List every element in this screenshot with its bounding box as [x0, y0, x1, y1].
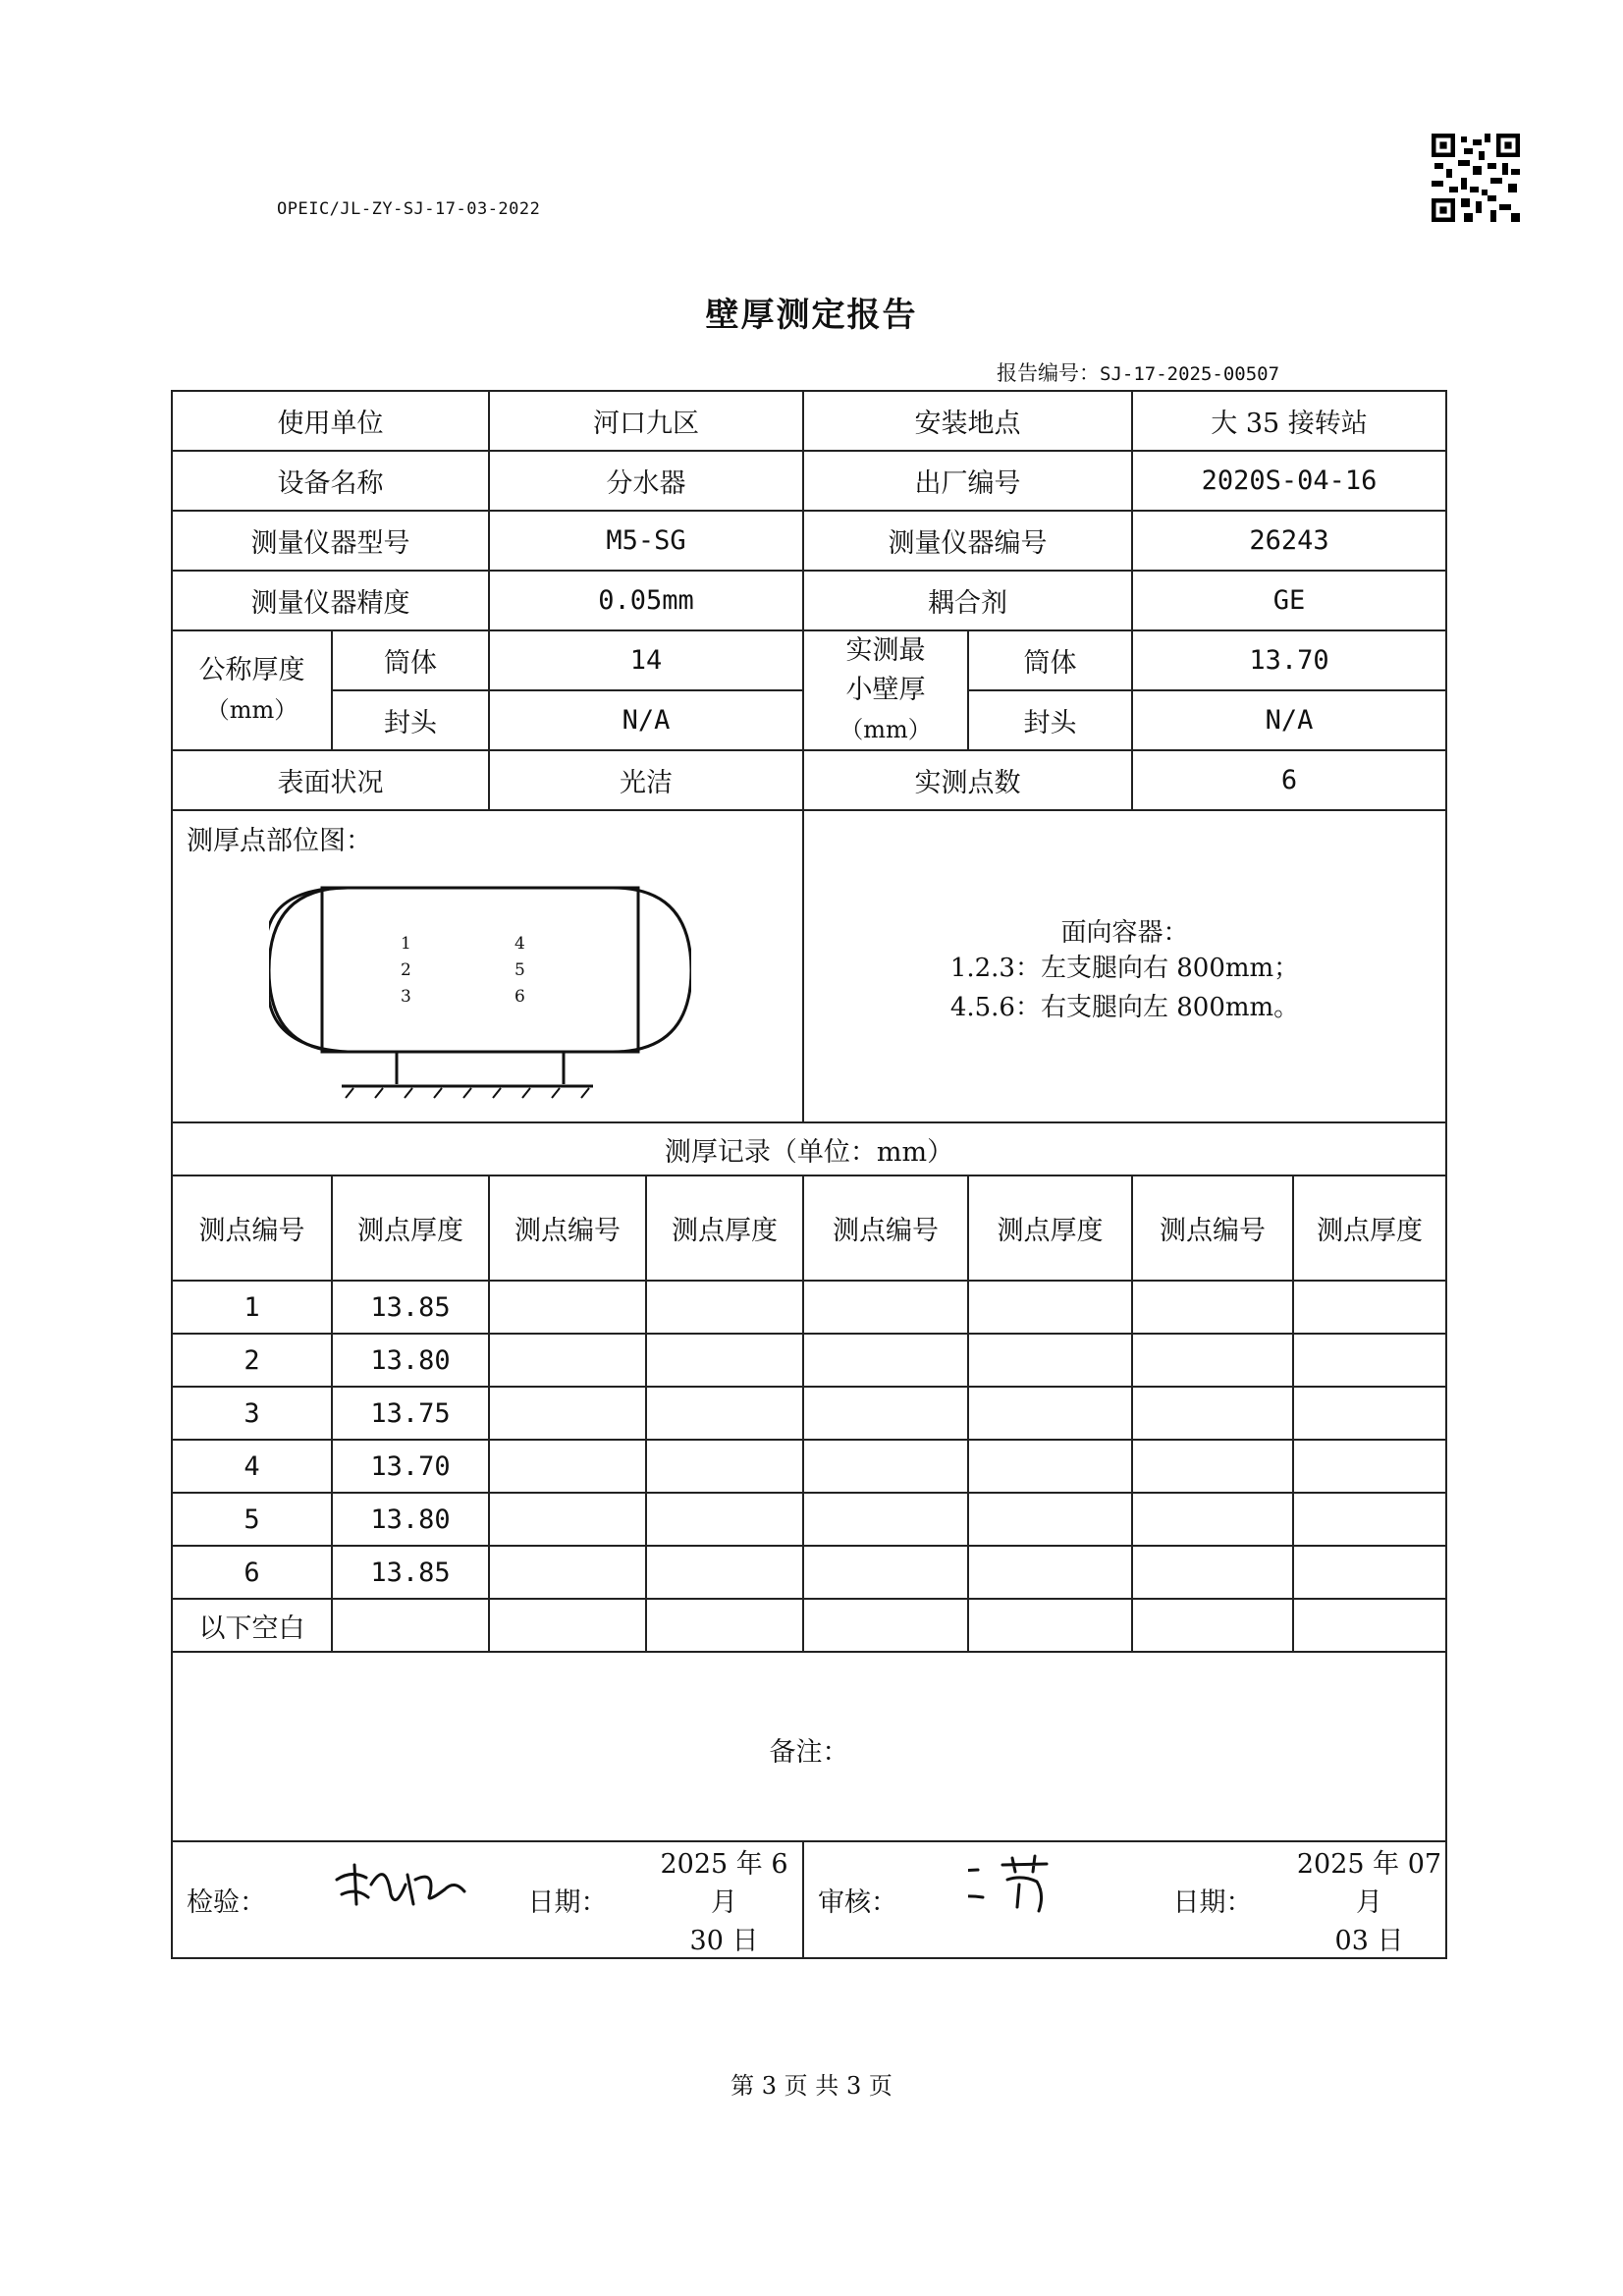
page-footer: 第 3 页 共 3 页: [730, 2072, 893, 2100]
table-row: [172, 1334, 1446, 1387]
nominal-shell-value: 14: [489, 630, 803, 690]
point-no: 4: [172, 1440, 332, 1493]
reviewer-signature: [968, 1850, 1066, 1919]
blank-below-label: 以下空白: [172, 1599, 332, 1652]
qr-code-icon: [1432, 134, 1520, 222]
header-point-thk-1: 测点厚度: [332, 1175, 489, 1281]
report-number-label: 报告编号：: [997, 361, 1100, 385]
ground-hatch: [346, 1088, 589, 1098]
review-date-label: 日期：: [1132, 1841, 1293, 1958]
review-date-line2: 03 日: [1334, 1926, 1404, 1956]
user-unit-value: 河口九区: [489, 391, 803, 451]
surface-condition-value: 光洁: [489, 750, 803, 810]
instrument-number-label: 测量仪器编号: [803, 511, 1132, 571]
measured-points-count-value: 6: [1132, 750, 1446, 810]
measured-label-line1: 实测最: [845, 635, 926, 666]
measured-shell-label: 筒体: [968, 630, 1132, 690]
facing-vessel-label: 面向容器：: [1060, 917, 1189, 948]
document-code: OPEIC/JL-ZY-SJ-17-03-2022: [277, 199, 541, 219]
point-thickness: 13.80: [332, 1493, 489, 1546]
point-no: 3: [172, 1387, 332, 1440]
table-row: [172, 1440, 1446, 1493]
point-5-label: 5: [514, 960, 525, 980]
header-point-no-2: 测点编号: [489, 1175, 646, 1281]
point-3-label: 3: [401, 987, 411, 1007]
vessel-shell: [322, 888, 638, 1052]
install-location-label: 安装地点: [803, 391, 1132, 451]
surface-condition-label: 表面状况: [172, 750, 489, 810]
table-row: [172, 1387, 1446, 1440]
header-point-no-3: 测点编号: [803, 1175, 968, 1281]
inspector-signature: [332, 1850, 474, 1919]
point-6-label: 6: [514, 987, 525, 1007]
factory-number-value: 2020S-04-16: [1132, 451, 1446, 511]
point-2-label: 2: [401, 960, 411, 980]
measurement-location-diagram-cell: [172, 810, 803, 1122]
couplant-value: GE: [1132, 571, 1446, 630]
point-thickness: 13.85: [332, 1546, 489, 1599]
inspect-date-line1: 2025 年 6 月: [660, 1849, 788, 1918]
facing-note-line-2: 4.5.6：右支腿向左 800mm。: [949, 992, 1300, 1022]
equipment-name-label: 设备名称: [172, 451, 489, 511]
header-point-no-4: 测点编号: [1132, 1175, 1293, 1281]
header-point-no-1: 测点编号: [172, 1175, 332, 1281]
instrument-model-label: 测量仪器型号: [172, 511, 489, 571]
reviewer-signature-cell: [968, 1841, 1132, 1958]
table-row: [172, 1493, 1446, 1546]
nominal-thickness-label-line1: 公称厚度: [198, 655, 305, 685]
user-unit-label: 使用单位: [172, 391, 489, 451]
equipment-name-value: 分水器: [489, 451, 803, 511]
facing-vessel-notes-cell: [803, 810, 1446, 1122]
vessel-diagram: [269, 880, 691, 1116]
measured-shell-value: 13.70: [1132, 630, 1446, 690]
table-row: [172, 1599, 1446, 1652]
measured-points-count-label: 实测点数: [803, 750, 1132, 810]
point-thickness: 13.80: [332, 1334, 489, 1387]
facing-note-line-1: 1.2.3：左支腿向右 800mm；: [949, 953, 1300, 983]
instrument-precision-value: 0.05mm: [489, 571, 803, 630]
vessel-right-head: [613, 888, 691, 1052]
record-title: 测厚记录（单位：mm）: [172, 1122, 1446, 1175]
thickness-report-table: [171, 390, 1447, 1959]
point-thickness: 13.85: [332, 1281, 489, 1334]
remarks-cell: [172, 1652, 1446, 1841]
point-1-label: 1: [401, 934, 411, 954]
measured-label-line2: 小壁厚: [845, 675, 926, 705]
inspector-label: 检验：: [172, 1841, 332, 1958]
header-point-thk-4: 测点厚度: [1293, 1175, 1446, 1281]
measured-head-value: N/A: [1132, 690, 1446, 750]
measured-label-unit: （mm）: [839, 716, 932, 743]
point-thickness: [332, 1599, 489, 1652]
header-point-thk-3: 测点厚度: [968, 1175, 1132, 1281]
table-row: [172, 1546, 1446, 1599]
point-no: 2: [172, 1334, 332, 1387]
inspect-date-label: 日期：: [489, 1841, 646, 1958]
nominal-thickness-label: [172, 630, 332, 750]
diagram-label: 测厚点部位图：: [187, 826, 372, 856]
inspector-signature-cell: [332, 1841, 489, 1958]
measured-head-label: 封头: [968, 690, 1132, 750]
point-no: 1: [172, 1281, 332, 1334]
inspect-date-line2: 30 日: [689, 1926, 759, 1956]
instrument-model-value: M5-SG: [489, 511, 803, 571]
instrument-number-value: 26243: [1132, 511, 1446, 571]
point-no: 6: [172, 1546, 332, 1599]
measured-min-thickness-label: [803, 630, 968, 750]
review-date: [1293, 1841, 1446, 1958]
nominal-head-value: N/A: [489, 690, 803, 750]
nominal-shell-label: 筒体: [332, 630, 489, 690]
inspect-date: [646, 1841, 803, 1958]
factory-number-label: 出厂编号: [803, 451, 1132, 511]
couplant-label: 耦合剂: [803, 571, 1132, 630]
point-no: 5: [172, 1493, 332, 1546]
install-location-value: 大 35 接转站: [1132, 391, 1446, 451]
review-date-line1: 2025 年 07 月: [1296, 1849, 1442, 1918]
report-number-value: SJ-17-2025-00507: [1100, 363, 1280, 385]
nominal-thickness-label-unit: （mm）: [205, 696, 298, 724]
reviewer-label: 审核：: [803, 1841, 968, 1958]
table-row: [172, 1281, 1446, 1334]
report-title: 壁厚测定报告: [705, 296, 918, 335]
vessel-left-head: [269, 888, 348, 1052]
point-thickness: 13.70: [332, 1440, 489, 1493]
instrument-precision-label: 测量仪器精度: [172, 571, 489, 630]
remarks-label: 备注：: [769, 1737, 849, 1768]
point-thickness: 13.75: [332, 1387, 489, 1440]
report-number: [997, 357, 1279, 387]
point-4-label: 4: [514, 934, 525, 954]
nominal-head-label: 封头: [332, 690, 489, 750]
header-point-thk-2: 测点厚度: [646, 1175, 803, 1281]
